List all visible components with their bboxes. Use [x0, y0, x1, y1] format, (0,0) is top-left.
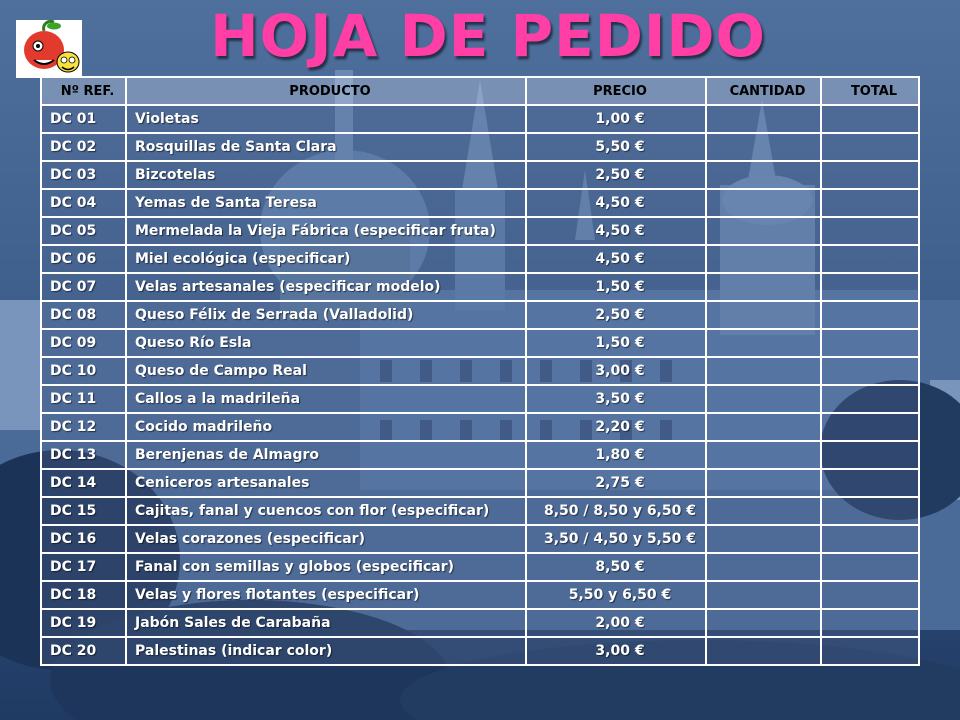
- row-quantity-cell[interactable]: [706, 245, 821, 273]
- row-quantity-cell[interactable]: [706, 525, 821, 553]
- table-row: [41, 357, 919, 385]
- row-ref: DC 01: [41, 105, 126, 133]
- row-total-cell[interactable]: [821, 385, 919, 413]
- row-quantity-cell[interactable]: [706, 553, 821, 581]
- row-product: Jabón Sales de Carabaña: [126, 609, 526, 637]
- row-quantity-cell[interactable]: [706, 581, 821, 609]
- header-quantity: CANTIDAD: [706, 77, 821, 105]
- row-quantity-cell[interactable]: [706, 217, 821, 245]
- row-ref: DC 12: [41, 413, 126, 441]
- row-product: Queso de Campo Real: [126, 357, 526, 385]
- row-product: Callos a la madrileña: [126, 385, 526, 413]
- row-product: Fanal con semillas y globos (especificar): [126, 553, 526, 581]
- row-price: 5,50 y 6,50 €: [526, 581, 706, 609]
- row-quantity-cell[interactable]: [706, 329, 821, 357]
- row-price: 2,50 €: [526, 161, 706, 189]
- row-price: 8,50 €: [526, 553, 706, 581]
- row-quantity-cell[interactable]: [706, 413, 821, 441]
- row-quantity-cell[interactable]: [706, 441, 821, 469]
- row-quantity-cell[interactable]: [706, 105, 821, 133]
- row-total-cell[interactable]: [821, 133, 919, 161]
- row-product: Rosquillas de Santa Clara: [126, 133, 526, 161]
- table-row: [41, 637, 919, 665]
- row-ref: DC 09: [41, 329, 126, 357]
- row-quantity-cell[interactable]: [706, 469, 821, 497]
- header-total: TOTAL: [821, 77, 919, 105]
- row-total-cell[interactable]: [821, 525, 919, 553]
- row-quantity-cell[interactable]: [706, 497, 821, 525]
- row-quantity-cell[interactable]: [706, 301, 821, 329]
- row-ref: DC 05: [41, 217, 126, 245]
- row-price: 2,50 €: [526, 301, 706, 329]
- table-row: [41, 273, 919, 301]
- row-ref: DC 06: [41, 245, 126, 273]
- row-total-cell[interactable]: [821, 553, 919, 581]
- row-ref: DC 16: [41, 525, 126, 553]
- row-total-cell[interactable]: [821, 357, 919, 385]
- row-total-cell[interactable]: [821, 581, 919, 609]
- row-price: 2,75 €: [526, 469, 706, 497]
- table-row: [41, 525, 919, 553]
- row-product: Queso Río Esla: [126, 329, 526, 357]
- row-price: 5,50 €: [526, 133, 706, 161]
- row-price: 4,50 €: [526, 217, 706, 245]
- row-price: 1,50 €: [526, 273, 706, 301]
- row-total-cell[interactable]: [821, 497, 919, 525]
- table-row: [41, 105, 919, 133]
- row-product: Ceniceros artesanales: [126, 469, 526, 497]
- row-product: Bizcotelas: [126, 161, 526, 189]
- row-quantity-cell[interactable]: [706, 133, 821, 161]
- table-row: [41, 385, 919, 413]
- row-product: Velas corazones (especificar): [126, 525, 526, 553]
- row-quantity-cell[interactable]: [706, 385, 821, 413]
- row-total-cell[interactable]: [821, 189, 919, 217]
- row-ref: DC 02: [41, 133, 126, 161]
- row-product: Berenjenas de Almagro: [126, 441, 526, 469]
- table-row: [41, 161, 919, 189]
- table-row: [41, 441, 919, 469]
- row-price: 1,80 €: [526, 441, 706, 469]
- row-ref: DC 03: [41, 161, 126, 189]
- row-ref: DC 14: [41, 469, 126, 497]
- row-quantity-cell[interactable]: [706, 637, 821, 665]
- table-row: [41, 497, 919, 525]
- row-ref: DC 04: [41, 189, 126, 217]
- row-total-cell[interactable]: [821, 273, 919, 301]
- order-table: [40, 76, 920, 666]
- row-total-cell[interactable]: [821, 637, 919, 665]
- row-price: 1,50 €: [526, 329, 706, 357]
- row-product: Mermelada la Vieja Fábrica (especificar fruta): [126, 217, 526, 245]
- row-product: Queso Félix de Serrada (Valladolid): [126, 301, 526, 329]
- row-ref: DC 15: [41, 497, 126, 525]
- row-ref: DC 10: [41, 357, 126, 385]
- row-price: 4,50 €: [526, 245, 706, 273]
- row-price: 3,00 €: [526, 357, 706, 385]
- row-product: Velas y flores flotantes (especificar): [126, 581, 526, 609]
- row-quantity-cell[interactable]: [706, 273, 821, 301]
- row-total-cell[interactable]: [821, 441, 919, 469]
- row-price: 2,20 €: [526, 413, 706, 441]
- row-product: Miel ecológica (especificar): [126, 245, 526, 273]
- row-product: Velas artesanales (especificar modelo): [126, 273, 526, 301]
- row-quantity-cell[interactable]: [706, 609, 821, 637]
- header-product: PRODUCTO: [126, 77, 526, 105]
- row-total-cell[interactable]: [821, 301, 919, 329]
- table-row: [41, 553, 919, 581]
- table-row: [41, 301, 919, 329]
- row-ref: DC 17: [41, 553, 126, 581]
- table-row: [41, 133, 919, 161]
- row-total-cell[interactable]: [821, 161, 919, 189]
- row-ref: DC 18: [41, 581, 126, 609]
- row-product: Violetas: [126, 105, 526, 133]
- row-price: 8,50 / 8,50 y 6,50 €: [526, 497, 706, 525]
- table-row: [41, 329, 919, 357]
- row-price: 3,00 €: [526, 637, 706, 665]
- row-price: 3,50 €: [526, 385, 706, 413]
- row-product: Cajitas, fanal y cuencos con flor (especificar): [126, 497, 526, 525]
- row-price: 1,00 €: [526, 105, 706, 133]
- table-row: [41, 469, 919, 497]
- row-quantity-cell[interactable]: [706, 161, 821, 189]
- row-total-cell[interactable]: [821, 217, 919, 245]
- row-ref: DC 11: [41, 385, 126, 413]
- row-quantity-cell[interactable]: [706, 357, 821, 385]
- row-price: 3,50 / 4,50 y 5,50 €: [526, 525, 706, 553]
- row-ref: DC 08: [41, 301, 126, 329]
- row-total-cell[interactable]: [821, 245, 919, 273]
- row-ref: DC 07: [41, 273, 126, 301]
- row-total-cell[interactable]: [821, 609, 919, 637]
- row-product: Yemas de Santa Teresa: [126, 189, 526, 217]
- table-header-row: [41, 77, 919, 105]
- header-price: PRECIO: [526, 77, 706, 105]
- row-total-cell[interactable]: [821, 105, 919, 133]
- page-title: HOJA DE PEDIDO: [210, 2, 766, 70]
- row-quantity-cell[interactable]: [706, 189, 821, 217]
- row-total-cell[interactable]: [821, 329, 919, 357]
- header-ref: Nº REF.: [41, 77, 126, 105]
- row-ref: DC 19: [41, 609, 126, 637]
- row-ref: DC 20: [41, 637, 126, 665]
- table-row: [41, 217, 919, 245]
- table-row: [41, 189, 919, 217]
- row-product: Cocido madrileño: [126, 413, 526, 441]
- table-row: [41, 581, 919, 609]
- apple-mascot-icon: [14, 16, 86, 80]
- table-row: [41, 413, 919, 441]
- row-total-cell[interactable]: [821, 469, 919, 497]
- row-price: 2,00 €: [526, 609, 706, 637]
- row-ref: DC 13: [41, 441, 126, 469]
- row-price: 4,50 €: [526, 189, 706, 217]
- row-total-cell[interactable]: [821, 413, 919, 441]
- table-row: [41, 609, 919, 637]
- row-product: Palestinas (indicar color): [126, 637, 526, 665]
- table-row: [41, 245, 919, 273]
